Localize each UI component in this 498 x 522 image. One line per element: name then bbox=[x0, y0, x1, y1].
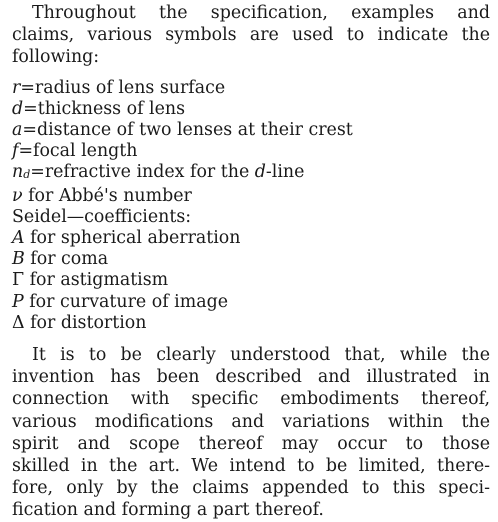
symbol: f bbox=[12, 141, 19, 162]
symbol-meaning: for Abbé's number bbox=[22, 185, 192, 206]
symbol-definition bbox=[12, 141, 490, 162]
symbol: d bbox=[12, 98, 24, 119]
symbol: n bbox=[12, 162, 24, 183]
symbol-heading bbox=[12, 207, 490, 228]
symbol-meaning: =thickness of lens bbox=[23, 98, 186, 119]
symbol: Δ bbox=[12, 312, 25, 333]
closing-line: It is to be clearly understood that, while the bbox=[32, 345, 490, 366]
symbol-meaning-tail: -line bbox=[265, 162, 305, 183]
document-page bbox=[12, 2, 490, 522]
intro-line: following: bbox=[12, 47, 100, 68]
symbol-definition bbox=[12, 186, 490, 207]
symbol: d bbox=[254, 162, 266, 183]
symbol-definition bbox=[12, 78, 490, 99]
symbol-meaning: =refractive index for the bbox=[30, 162, 255, 183]
closing-line: various modifications and variations within the bbox=[12, 411, 490, 432]
symbol-definition bbox=[12, 162, 490, 185]
symbol-meaning: for spherical aberration bbox=[24, 228, 241, 249]
symbol-meaning: for distortion bbox=[24, 312, 147, 333]
symbol-meaning: =distance of two lenses at their crest bbox=[22, 120, 353, 141]
symbol-definition bbox=[12, 270, 490, 291]
symbol-meaning: for curvature of image bbox=[23, 291, 229, 312]
closing-line: spirit and scope thereof may occur to those bbox=[12, 433, 490, 454]
symbol-meaning: for astigmatism bbox=[24, 270, 169, 291]
symbol-subscript: d bbox=[23, 168, 31, 182]
intro-line: Throughout the specification, examples and bbox=[32, 3, 490, 23]
symbol-meaning: =focal length bbox=[18, 141, 138, 162]
closing-line: fore, only by the claims appended to this speci- bbox=[12, 478, 490, 499]
symbol: Γ bbox=[12, 270, 25, 291]
intro-line: claims, various symbols are used to indicate the bbox=[12, 25, 490, 46]
closing-paragraph bbox=[12, 344, 490, 522]
symbol-meaning: for coma bbox=[24, 249, 109, 270]
symbol-meaning: Seidel—coefficients: bbox=[12, 206, 192, 227]
symbol-definition bbox=[12, 249, 490, 270]
symbol-definition bbox=[12, 228, 490, 249]
symbol-meaning: =radius of lens surface bbox=[20, 77, 226, 98]
closing-line: connection with specific embodiments thereof, bbox=[12, 389, 490, 410]
symbol-list bbox=[12, 78, 490, 334]
closing-line: fication and forming a part thereof. bbox=[12, 500, 324, 521]
symbol: P bbox=[12, 291, 24, 312]
symbol-definition bbox=[12, 99, 490, 120]
symbol: ν bbox=[12, 185, 23, 206]
closing-line: skilled in the art. We intend to be limited, there- bbox=[12, 456, 490, 477]
symbol-definition bbox=[12, 120, 490, 141]
symbol: a bbox=[12, 120, 23, 141]
symbol-definition bbox=[12, 313, 490, 334]
symbol: r bbox=[12, 77, 21, 98]
symbol: A bbox=[12, 228, 25, 249]
symbol-definition bbox=[12, 292, 490, 313]
symbol: B bbox=[12, 249, 25, 270]
intro-paragraph bbox=[12, 2, 490, 69]
closing-line: invention has been described and illustrated in bbox=[12, 367, 490, 388]
